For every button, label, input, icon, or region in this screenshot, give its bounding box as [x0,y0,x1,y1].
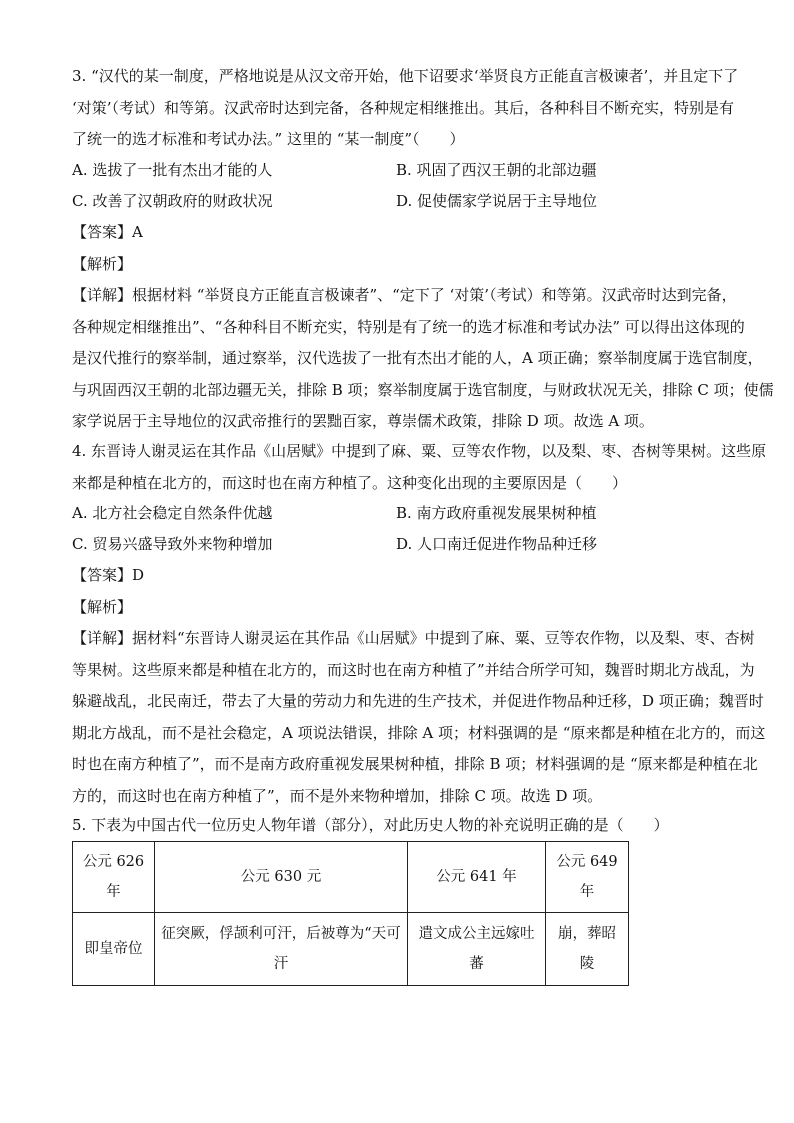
q4-detail-line: 方的，而这时也在南方种植了”，而不是外来物种增加，排除 C 项。故选 D 项。 [72,786,603,805]
table-header-cell [73,842,155,913]
q3-option-c[interactable]: C. 改善了汉朝政府的财政状况 [72,192,273,210]
q3-stem-line: 了统一的选才标准和考试办法。” 这里的 “某一制度”（ ） [72,130,465,148]
q3-option-d[interactable]: D. 促使儒家学说居于主导地位 [396,192,598,210]
cell-line: 崩，葬昭 [558,926,616,942]
q4-detail-line: 【详解】据材料“东晋诗人谢灵运在其作品《山居赋》中提到了麻、粟、豆等农作物，以及梨、枣、杏树 [72,629,755,647]
q3-detail-line: 与巩固西汉王朝的北部边疆无关，排除 B 项；察举制度属于选官制度，与财政状况无关，排除 C 项；使儒 [72,380,774,399]
q3-detail-line: 家学说居于主导地位的汉武帝推行的罢黜百家，尊崇儒术政策，排除 D 项。故选 A 项。 [72,412,654,430]
q3-stem-line: ‘对策’（考试）和等第。汉武帝时达到完备，各种规定相继推出。其后，各种科目不断充实，特别是有 [72,98,735,117]
table-cell [546,913,629,986]
cell-line: 公元 649 [556,854,618,870]
q4-stem-line: 来都是种植在北方的，而这时也在南方种植了。这种变化出现的主要原因是（ ） [72,473,628,492]
q3-analysis-label: 【解析】 [72,255,133,273]
cell-line: 公元 641 年 [436,869,517,885]
cell-line: 陵 [579,956,595,972]
cell-line: 年 [579,884,595,900]
q4-analysis-label: 【解析】 [72,598,133,616]
q4-detail-line: 等果树。这些原来都是种植在北方的，而这时也在南方种植了”并结合所学可知，魏晋时期北方战乱，为 [72,660,755,679]
cell-line: 公元 626 [82,854,145,870]
cell-line: 公元 630 元 [240,869,322,885]
q3-answer: 【答案】A [72,223,143,241]
table-header-cell [155,842,408,913]
q4-detail-line: 时也在南方种植了”，而不是南方政府重视发展果树种植，排除 B 项；材料强调的是 “原来都是种植在北 [72,755,758,773]
table-header-cell [408,842,546,913]
cell-line: 汗 [273,956,289,972]
table-row-events [73,913,629,986]
table-cell [408,913,546,986]
q3-detail-line: 各种规定相继推出”、“各种科目不断充实，特别是有了统一的选才标准和考试办法” 可以得出这体现的 [72,317,745,336]
q3-stem [72,61,739,156]
q4-stem-line: 4. 东晋诗人谢灵运在其作品《山居赋》中提到了麻、粟、豆等农作物，以及梨、枣、杏树等果树。这些原 [72,442,767,460]
cell-line: 征突厥，俘颉利可汗，后被尊为“天可 [161,926,401,942]
q3-detail-line: 【详解】根据材料 “举贤良方正能直言极谏者”、“定下了 ‘对策’（考试）和等第。汉武帝时达到完备， [72,286,737,304]
cell-line: 年 [106,884,121,900]
q4-option-b[interactable]: B. 南方政府重视发展果树种植 [396,504,597,522]
cell-line: 蕃 [469,956,484,972]
cell-line: 即皇帝位 [84,941,143,957]
q3-option-a[interactable]: A. 选拔了一批有杰出才能的人 [72,161,273,179]
q4-option-a[interactable]: A. 北方社会稳定自然条件优越 [72,504,273,522]
q4-detail-line: 躲避战乱，北民南迁，带去了大量的劳动力和先进的生产技术，并促进作物品种迁移，D 项正确；魏晋时 [72,692,764,710]
q4-stem [72,436,767,499]
q4-answer: 【答案】D [72,566,145,584]
q3-detail [72,280,774,438]
table-cell [155,913,408,986]
table-cell [73,913,155,986]
q5-stem: 5. 下表为中国古代一位历史人物年谱（部分），对此历史人物的补充说明正确的是（ ） [72,816,669,834]
q4-detail-line: 期北方战乱，而不是社会稳定，A 项说法错误，排除 A 项；材料强调的是 “原来都是种植在北方的，而这 [72,723,766,742]
cell-line: 遣文成公主远嫁吐 [418,926,535,942]
chronology-table [72,841,629,986]
table-header-cell [546,842,629,913]
q4-detail [72,623,766,812]
q3-detail-line: 是汉代推行的察举制，通过察举，汉代选拔了一批有杰出才能的人，A 项正确；察举制度属于选官制度， [72,349,763,367]
q4-option-d[interactable]: D. 人口南迁促进作物品种迁移 [396,535,598,553]
q3-stem-line: 3. “汉代的某一制度，严格地说是从汉文帝开始，他下诏要求‘举贤良方正能直言极谏者’，并且定下了 [72,67,739,85]
q4-option-c[interactable]: C. 贸易兴盛导致外来物种增加 [72,535,273,553]
table-row-header [73,842,629,913]
q3-option-b[interactable]: B. 巩固了西汉王朝的北部边疆 [396,161,597,179]
